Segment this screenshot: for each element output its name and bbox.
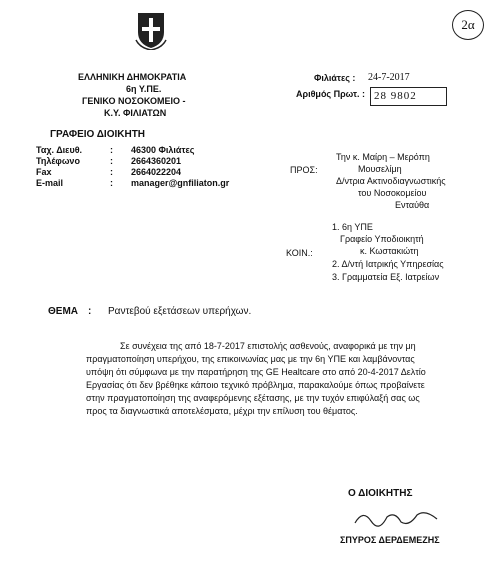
office-value-phone: 2664360201 — [131, 156, 182, 166]
cc-line: κ. Κωστακιώτη — [360, 246, 419, 256]
office-label-fax: Fax — [36, 167, 52, 177]
subject-label: ΘΕΜΑ — [48, 306, 78, 317]
body-line: προς τα διαγνωστικά αποτελέσματα, μέχρι την επίλυση του θέματος. — [86, 406, 358, 416]
cc-label: ΚΟΙΝ.: — [286, 248, 313, 258]
body-line: Σε συνέχεια της από 18-7-2017 επιστολής ασθενούς, αναφορικά με την μη — [120, 341, 416, 351]
cc-line: Γραφείο Υποδιοικητή — [340, 234, 424, 244]
page-number-mark: 2α — [452, 10, 484, 40]
office-label-email: E-mail — [36, 178, 64, 188]
recipient-line: Μουσελίμη — [358, 164, 402, 174]
header-line-2: 6η Υ.ΠΕ. — [126, 84, 162, 94]
office-sep: : — [110, 178, 113, 188]
office-sep: : — [110, 167, 113, 177]
protocol-label: Αριθμός Πρωτ. : — [296, 89, 366, 99]
body-line: πραγματοποίηση υπερήχου, της επικοινωνίας μας με την 6η ΥΠΕ και λαμβάνοντας — [86, 354, 415, 364]
body-line: Εργασίας ότι δεν βρέθηκε κάποιο τεχνικό πρόβλημα, παρακαλούμε όπως προβαίνετε — [86, 380, 425, 390]
signatory-name: ΣΠΥΡΟΣ ΔΕΡΔΕΜΕΖΗΣ — [340, 535, 440, 545]
body-line: στην πραγματοποίηση της αναφερόμενης εξέτασης, με την τυχόν επιφύλαξή σας ως — [86, 393, 420, 403]
cc-line: 3. Γραμματεία Εξ. Ιατρείων — [332, 272, 440, 282]
date-label: Φιλιάτες : — [314, 73, 356, 83]
office-sep: : — [110, 145, 113, 155]
header-line-3: ΓΕΝΙΚΟ ΝΟΣΟΚΟΜΕΙΟ - — [82, 96, 186, 106]
office-value-address: 46300 Φιλιάτες — [131, 145, 195, 155]
office-title: ΓΡΑΦΕΙΟ ΔΙΟΙΚΗΤΗ — [50, 129, 146, 140]
greek-emblem-icon — [134, 10, 168, 50]
recipient-line: Την κ. Μαίρη – Μερόπη — [336, 152, 430, 162]
subject-sep: : — [88, 306, 92, 317]
office-label-phone: Τηλέφωνο — [36, 156, 80, 166]
recipient-label: ΠΡΟΣ: — [290, 165, 318, 175]
recipient-line: Ενταύθα — [395, 200, 430, 210]
cc-line: 2. Δ/ντή Ιατρικής Υπηρεσίας — [332, 259, 444, 269]
header-line-1: ΕΛΛΗΝΙΚΗ ΔΗΜΟΚΡΑΤΙΑ — [78, 72, 187, 82]
recipient-line: Δ/ντρια Ακτινοδιαγνωστικής — [336, 176, 446, 186]
office-value-fax: 2664022204 — [131, 167, 182, 177]
office-sep: : — [110, 156, 113, 166]
date-value: 24-7-2017 — [368, 72, 410, 83]
office-label-address: Ταχ. Διευθ. — [36, 145, 83, 155]
subject-text: Ραντεβού εξετάσεων υπερήχων. — [108, 306, 252, 317]
office-value-email: manager@gnfiliaton.gr — [131, 178, 230, 188]
signature-title: Ο ΔΙΟΙΚΗΤΗΣ — [348, 488, 413, 499]
body-line: υπόψη ότι σύμφωνα με την παρατήρηση της GE Healtcare στο από 20-4-2017 Δελτίο — [86, 367, 426, 377]
cc-line: 1. 6η ΥΠΕ — [332, 222, 373, 232]
header-line-4: Κ.Υ. ΦΙΛΙΑΤΩΝ — [104, 108, 167, 118]
handwritten-signature — [351, 507, 441, 529]
recipient-line: του Νοσοκομείου — [358, 188, 427, 198]
protocol-number-box: 28 9802 — [370, 87, 447, 106]
